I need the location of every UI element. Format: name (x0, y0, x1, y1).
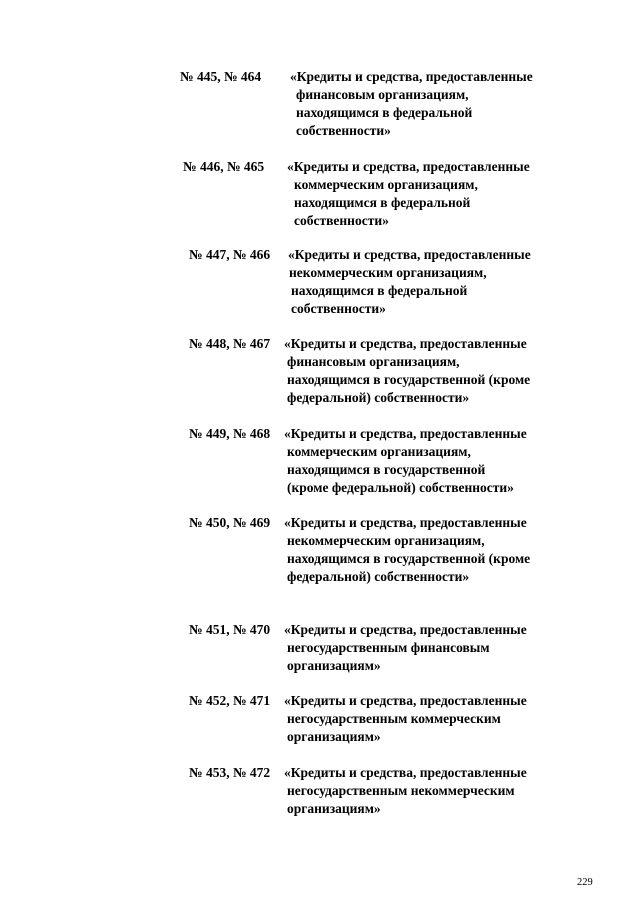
entry-line: собственности» (291, 301, 386, 316)
entry-line: находящимся в государственной (кроме (287, 372, 531, 387)
entry-line: «Кредиты и средства, предоставленные (284, 426, 527, 441)
entry-line: организациям» (287, 729, 381, 744)
entry-text (284, 692, 527, 746)
entry-line: «Кредиты и средства, предоставленные (284, 693, 527, 708)
entry-numbers: № 448, № 467 (189, 336, 271, 351)
entry-numbers: № 450, № 469 (189, 515, 271, 530)
entry-line: некоммерческим организациям, (287, 533, 485, 548)
entry-line: «Кредиты и средства, предоставленные (287, 159, 530, 174)
entry-text (284, 514, 530, 586)
entry-text (284, 764, 527, 818)
entry-numbers: № 452, № 471 (189, 693, 271, 708)
entry-line: федеральной) собственности» (287, 390, 470, 405)
entry-text (287, 158, 530, 230)
entry-numbers: № 449, № 468 (189, 426, 271, 441)
entry-numbers: № 445, № 464 (180, 69, 262, 84)
entry-numbers: № 451, № 470 (189, 622, 271, 637)
entry-line: некоммерческим организациям, (289, 265, 487, 280)
entry-text (284, 621, 527, 675)
entry-line: федеральной) собственности» (287, 569, 470, 584)
entry-line: коммерческим организациям, (294, 177, 478, 192)
entry-text (284, 335, 530, 407)
entry-line: находящимся в государственной (287, 462, 486, 477)
entry-line: «Кредиты и средства, предоставленные (284, 622, 527, 637)
entry-line: «Кредиты и средства, предоставленные (284, 515, 527, 530)
entry-line: коммерческим организациям, (287, 444, 471, 459)
entry-line: организациям» (287, 658, 381, 673)
entry-line: собственности» (294, 213, 389, 228)
entry-line: находящимся в государственной (кроме (287, 551, 531, 566)
entry-numbers: № 446, № 465 (183, 159, 265, 174)
entry-line: негосударственным коммерческим (287, 711, 501, 726)
entry-numbers: № 453, № 472 (189, 765, 271, 780)
entry-line: (кроме федеральной) собственности» (287, 480, 514, 495)
page-number: 229 (577, 877, 593, 888)
entry-line: находящимся в федеральной (296, 105, 473, 120)
entry-line: организациям» (287, 801, 381, 816)
entry-line: находящимся в федеральной (291, 283, 468, 298)
entry-line: финансовым организациям, (296, 87, 469, 102)
entry-line: «Кредиты и средства, предоставленные (288, 247, 531, 262)
entry-text (284, 425, 527, 497)
entry-line: негосударственным некоммерческим (287, 783, 515, 798)
entry-line: «Кредиты и средства, предоставленные (284, 765, 527, 780)
entry-line: «Кредиты и средства, предоставленные (290, 69, 533, 84)
entry-numbers: № 447, № 466 (189, 247, 271, 262)
entry-text (288, 246, 531, 318)
entry-line: находящимся в федеральной (294, 195, 471, 210)
entry-line: негосударственным финансовым (287, 640, 490, 655)
entry-line: финансовым организациям, (287, 354, 460, 369)
entry-text (290, 68, 533, 140)
entry-line: собственности» (296, 123, 391, 138)
entry-line: «Кредиты и средства, предоставленные (284, 336, 527, 351)
